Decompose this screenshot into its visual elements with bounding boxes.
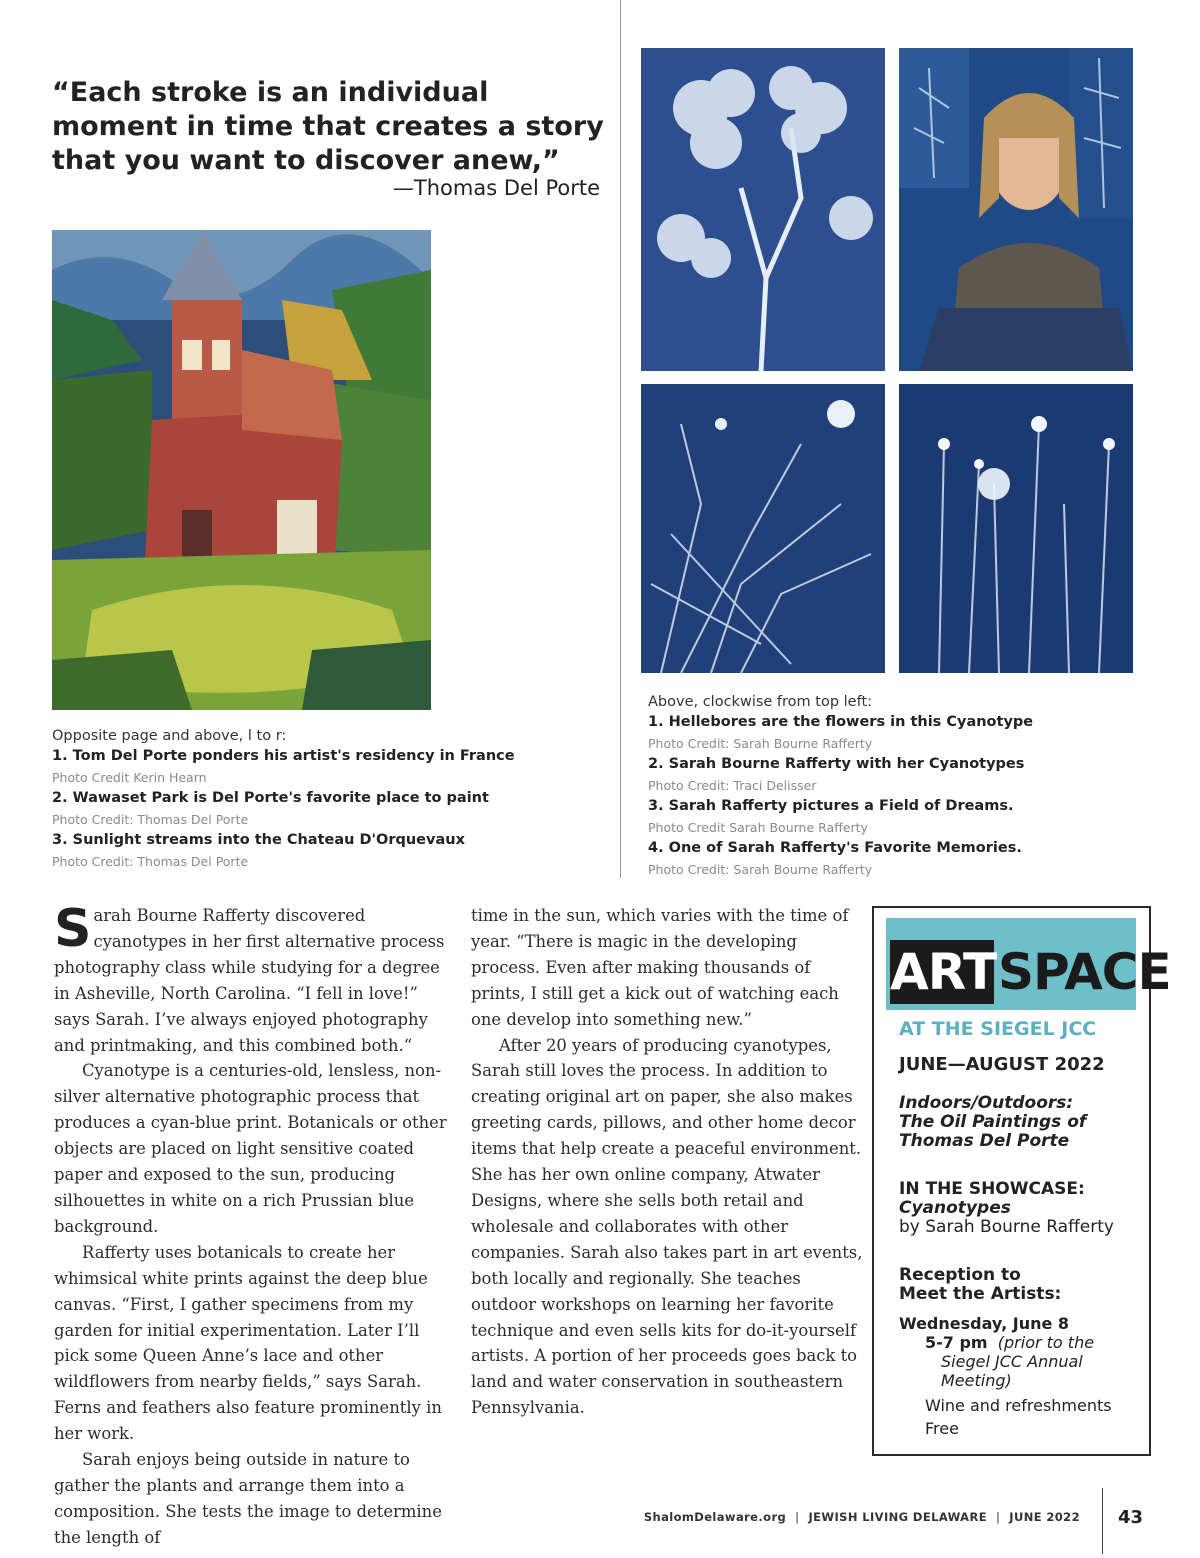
photo-credit: Photo Credit: Thomas Del Porte: [52, 854, 249, 869]
right-caption-block: [648, 692, 1148, 880]
footer-divider: [1102, 1488, 1103, 1554]
exhibit-dates: JUNE—AUGUST 2022: [899, 1054, 1105, 1075]
photo-credit: Photo Credit: Sarah Bourne Rafferty: [648, 736, 873, 751]
caption-title: 4. One of Sarah Rafferty's Favorite Memories.: [648, 840, 1022, 856]
caption-intro: Opposite page and above, l to r:: [52, 728, 287, 744]
article-column-2: [471, 903, 869, 1421]
article-paragraph: Sarah Bourne Rafferty discovered cyanotypes in her first alternative process photography class while studying for a degree in Asheville, North Carolina. “I fell in love!” says Sarah. I’ve always enjoyed photography and printmaking, and this combined both.“: [54, 899, 445, 1055]
photo-credit: Photo Credit: Traci Delisser: [648, 778, 817, 793]
article-paragraph: Rafferty uses botanicals to create her whimsical white prints against the deep blue canvas. “First, I gather specimens from my garden for initial experimentation. Later I’ll pick some Queen Anne’s lace and other wildflowers from nearby fields,” says Sarah. Ferns and feathers also feature prominently in her work.: [54, 1242, 442, 1444]
page-footer: ShalomDelaware.org | JEWISH LIVING DELAWARE | JUNE 2022: [643, 1510, 1080, 1524]
admission-price: Free: [925, 1419, 959, 1438]
footer-publication: JEWISH LIVING DELAWARE: [808, 1510, 987, 1524]
photo-credit: Photo Credit: Thomas Del Porte: [52, 812, 249, 827]
caption-title: 3. Sarah Rafferty pictures a Field of Dreams.: [648, 798, 1014, 814]
caption-title: 1. Hellebores are the flowers in this Cyanotype: [648, 714, 1034, 730]
refreshments-note: Wine and refreshments: [925, 1396, 1112, 1415]
photo-credit: Photo Credit Sarah Bourne Rafferty: [648, 820, 868, 835]
pull-quote-attribution: —Thomas Del Porte: [392, 176, 600, 200]
hellebores-cyanotype-image: [641, 48, 885, 371]
left-caption-block: [52, 726, 612, 872]
article-paragraph: Sarah enjoys being outside in nature to gather the plants and arrange them into a composition. She tests the image to determine the length of: [54, 1450, 442, 1547]
venue-subtitle: AT THE SIEGEL JCC: [899, 1018, 1097, 1040]
reception-details: Wednesday, June 8 5-7 pm (prior to the Siegel JCC Annual Meeting) Wine and refreshments Free: [899, 1314, 1139, 1438]
article-paragraph: After 20 years of producing cyanotypes, Sarah still loves the process. In addition to creating original art on paper, she also makes greeting cards, pillows, and other home decor items that help create a peaceful environment. She has her own online company, Atwater Designs, where she sells both retail and wholesale and collaborates with other companies. Sarah also takes part in art events, both locally and regionally. She teaches outdoor workshops on learning her favorite technique and even sells kits for do-it-yourself artists. A portion of her proceeds goes back to land and water conservation in southeastern Pennsylvania.: [471, 1035, 863, 1418]
art-space-logo: [886, 918, 1171, 1010]
logo-art-text: ART: [890, 940, 994, 1004]
page-number: 43: [1118, 1507, 1144, 1528]
field-of-dreams-cyanotype-image: [641, 384, 885, 673]
reception-date: Wednesday, June 8: [899, 1314, 1070, 1333]
caption-title: 2. Sarah Bourne Rafferty with her Cyanotypes: [648, 756, 1025, 772]
logo-space-text: SPACE: [998, 943, 1171, 1001]
caption-title: 2. Wawaset Park is Del Porte's favorite place to paint: [52, 790, 489, 806]
drop-cap: S: [54, 899, 92, 959]
reception-time: 5-7 pm (prior to the: [925, 1333, 1095, 1352]
article-paragraph: Cyanotype is a centuries-old, lensless, non-silver alternative photographic process that produces a cyan-blue print. Botanicals or other objects are placed on light sensitive coated paper and exposed to the sun, producing silhouettes in white on a rich Prussian blue background.: [54, 1061, 447, 1236]
footer-issue: JUNE 2022: [1009, 1510, 1080, 1524]
reception-heading: Reception to Meet the Artists:: [899, 1265, 1062, 1304]
rafferty-portrait-image: [899, 48, 1133, 371]
caption-intro: Above, clockwise from top left:: [648, 694, 873, 710]
caption-title: 3. Sunlight streams into the Chateau D'Orquevaux: [52, 832, 465, 848]
photo-credit: Photo Credit: Sarah Bourne Rafferty: [648, 862, 873, 877]
caption-title: 1. Tom Del Porte ponders his artist's residency in France: [52, 748, 515, 764]
pull-quote: “Each stroke is an individual moment in time that creates a story that you want to discover anew,”: [52, 77, 604, 176]
article-column-1: [54, 899, 452, 1551]
photo-credit: Photo Credit Kerin Hearn: [52, 770, 207, 785]
showcase-info: IN THE SHOWCASE: Cyanotypes by Sarah Bourne Rafferty: [899, 1179, 1114, 1237]
column-divider: [620, 0, 621, 878]
article-paragraph: time in the sun, which varies with the time of year. “There is magic in the developing process. Even after making thousands of prints, I still get a kick out of watching each one develop into something new.”: [471, 906, 849, 1029]
art-space-event-box: [872, 906, 1171, 1456]
favorite-memories-cyanotype-image: [899, 384, 1133, 673]
exhibit-title: Indoors/Outdoors: The Oil Paintings of Thomas Del Porte: [899, 1093, 1087, 1151]
chateau-painting-image: [52, 230, 431, 710]
footer-site: ShalomDelaware.org: [643, 1510, 787, 1524]
